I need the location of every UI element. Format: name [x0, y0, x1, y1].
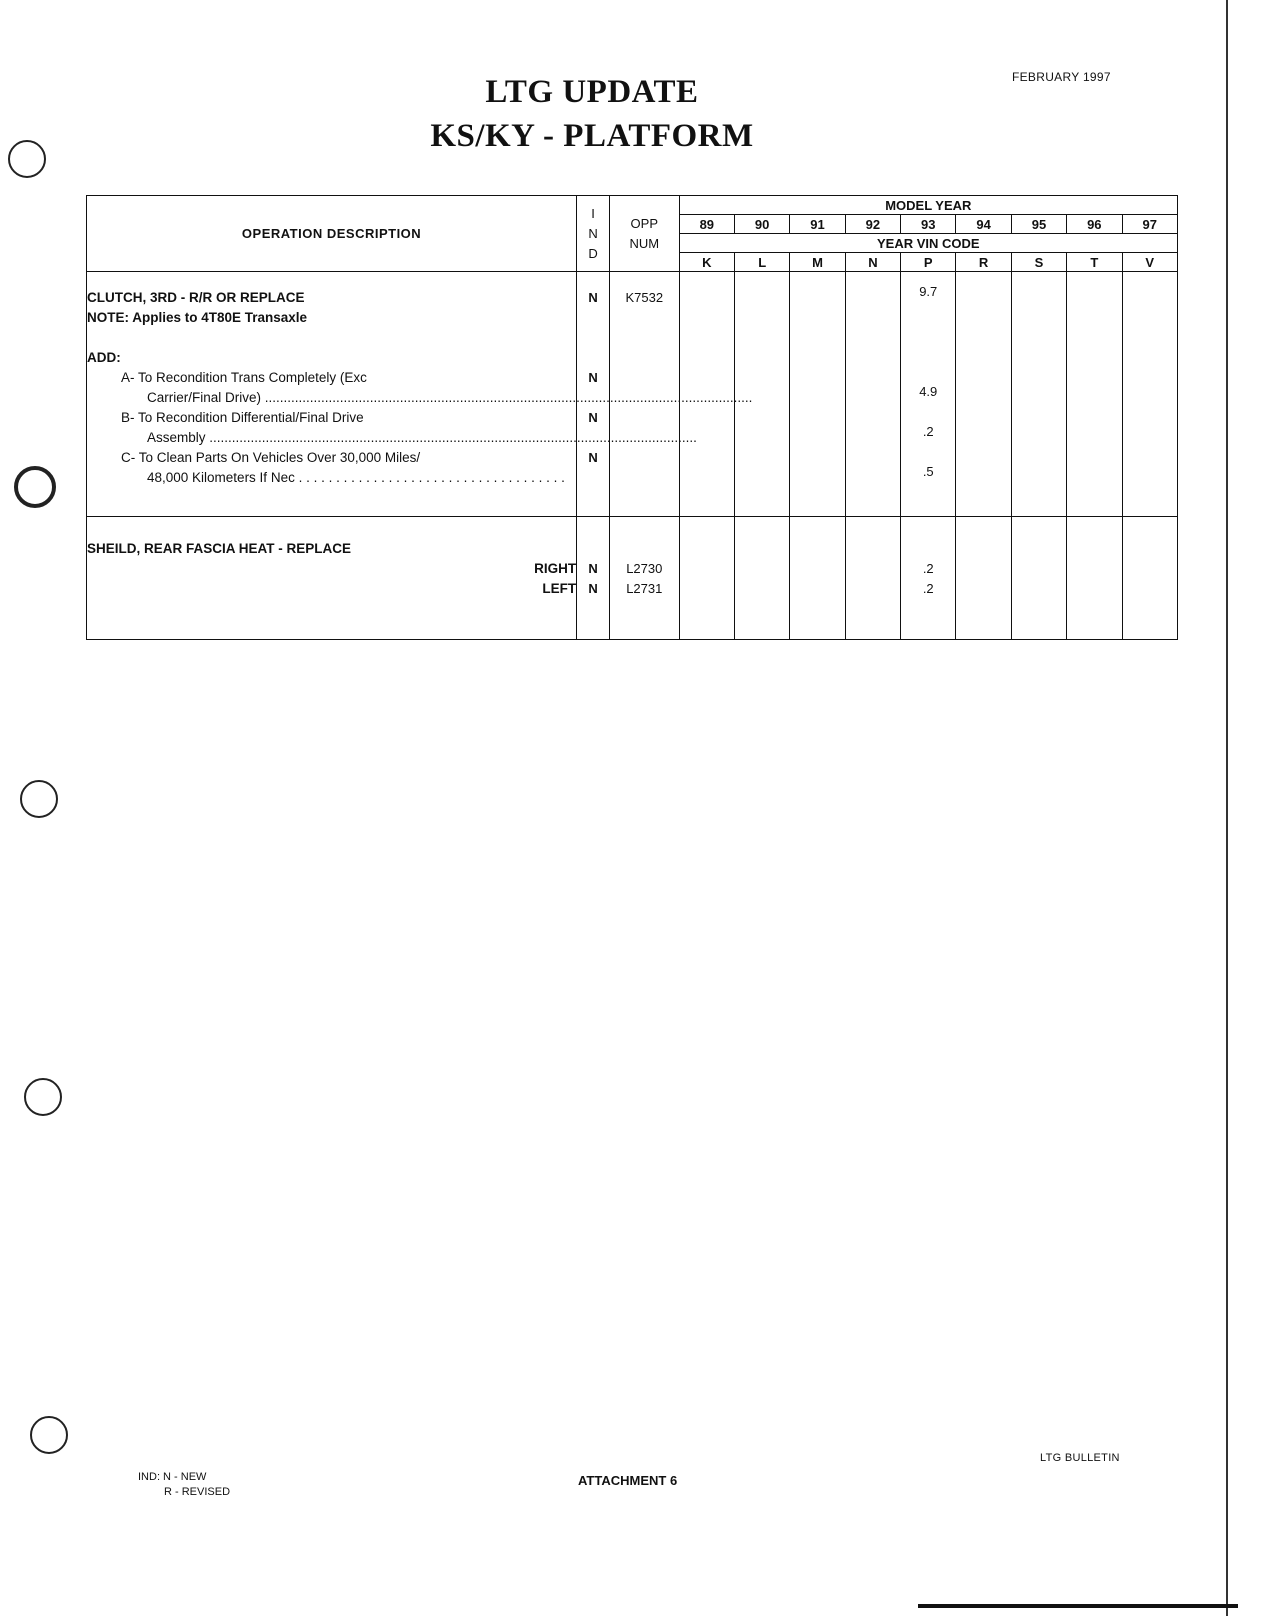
- labor-time-table: [86, 195, 1178, 640]
- model-year-90: 90: [734, 215, 789, 234]
- vin-code-p: P: [901, 253, 956, 272]
- shield-description: SHEILD, REAR FASCIA HEAT - REPLACE RIGHT LEFT: [87, 517, 577, 640]
- clutch-93-times: 9.7 4.9 .2 .5: [901, 272, 956, 517]
- yr-cell: [845, 272, 900, 517]
- page-edge-line: [1226, 0, 1228, 1616]
- shield-ind: N N: [577, 517, 610, 640]
- binder-hole-icon: [30, 1416, 68, 1454]
- attachment-label: ATTACHMENT 6: [578, 1473, 678, 1488]
- page-title: LTG UPDATE: [485, 74, 699, 110]
- ind-header: I N D: [577, 196, 610, 272]
- vin-code-l: L: [734, 253, 789, 272]
- clutch-opp-num: K7532: [609, 272, 679, 517]
- shield-opp-num: L2730 L2731: [609, 517, 679, 640]
- yr-cell: [956, 517, 1011, 640]
- yr-cell: [734, 517, 789, 640]
- clutch-ind: N N N N: [577, 272, 610, 517]
- binder-hole-icon: [24, 1078, 62, 1116]
- model-year-91: 91: [790, 215, 845, 234]
- document-date: FEBRUARY 1997: [1012, 70, 1111, 84]
- vin-code-t: T: [1067, 253, 1122, 272]
- model-year-94: 94: [956, 215, 1011, 234]
- yr-cell: [1011, 272, 1066, 517]
- shield-93-times: .2 .2: [901, 517, 956, 640]
- vin-code-r: R: [956, 253, 1011, 272]
- model-year-96: 96: [1067, 215, 1122, 234]
- model-year-92: 92: [845, 215, 900, 234]
- bottom-rule: [918, 1604, 1238, 1608]
- opp-num-header: OPP NUM: [609, 196, 679, 272]
- year-vin-code-header: YEAR VIN CODE: [679, 234, 1177, 253]
- yr-cell: [1067, 272, 1122, 517]
- yr-cell: [1122, 272, 1178, 517]
- vin-code-v: V: [1122, 253, 1178, 272]
- binder-hole-icon: [14, 466, 56, 508]
- binder-hole-icon: [8, 140, 46, 178]
- yr-cell: [679, 517, 734, 640]
- yr-cell: [845, 517, 900, 640]
- yr-cell: [790, 517, 845, 640]
- yr-cell: [790, 272, 845, 517]
- vin-code-s: S: [1011, 253, 1066, 272]
- page-subtitle: KS/KY - PLATFORM: [430, 118, 754, 154]
- vin-code-m: M: [790, 253, 845, 272]
- binder-hole-icon: [20, 780, 58, 818]
- ind-legend: IND: N - NEW R - REVISED: [138, 1471, 231, 1498]
- model-year-95: 95: [1011, 215, 1066, 234]
- yr-cell: [1011, 517, 1066, 640]
- yr-cell: [1067, 517, 1122, 640]
- vin-code-k: K: [679, 253, 734, 272]
- operation-description-header: OPERATION DESCRIPTION: [87, 196, 577, 272]
- model-year-89: 89: [679, 215, 734, 234]
- vin-code-n: N: [845, 253, 900, 272]
- model-year-header: MODEL YEAR: [679, 196, 1177, 215]
- yr-cell: [956, 272, 1011, 517]
- yr-cell: [1122, 517, 1178, 640]
- clutch-description: CLUTCH, 3RD - R/R OR REPLACE NOTE: Applies to 4T80E Transaxle ADD: A- To Recondition Trans Completely (Exc Carrier/Final Drive) .................................................................................................................................. B- To Recondition Differential/Final Drive Assembly .................................................................................................................................. C- To Clean Parts On Vehicles Over 30,000 Miles/ 48,000 Kilometers If Nec . . . . . . . . . . . . . . . . . . . . . . . . . . . . . . . . . . . .: [87, 272, 577, 517]
- model-year-97: 97: [1122, 215, 1178, 234]
- model-year-93: 93: [901, 215, 956, 234]
- bulletin-label: LTG BULLETIN: [1040, 1452, 1120, 1464]
